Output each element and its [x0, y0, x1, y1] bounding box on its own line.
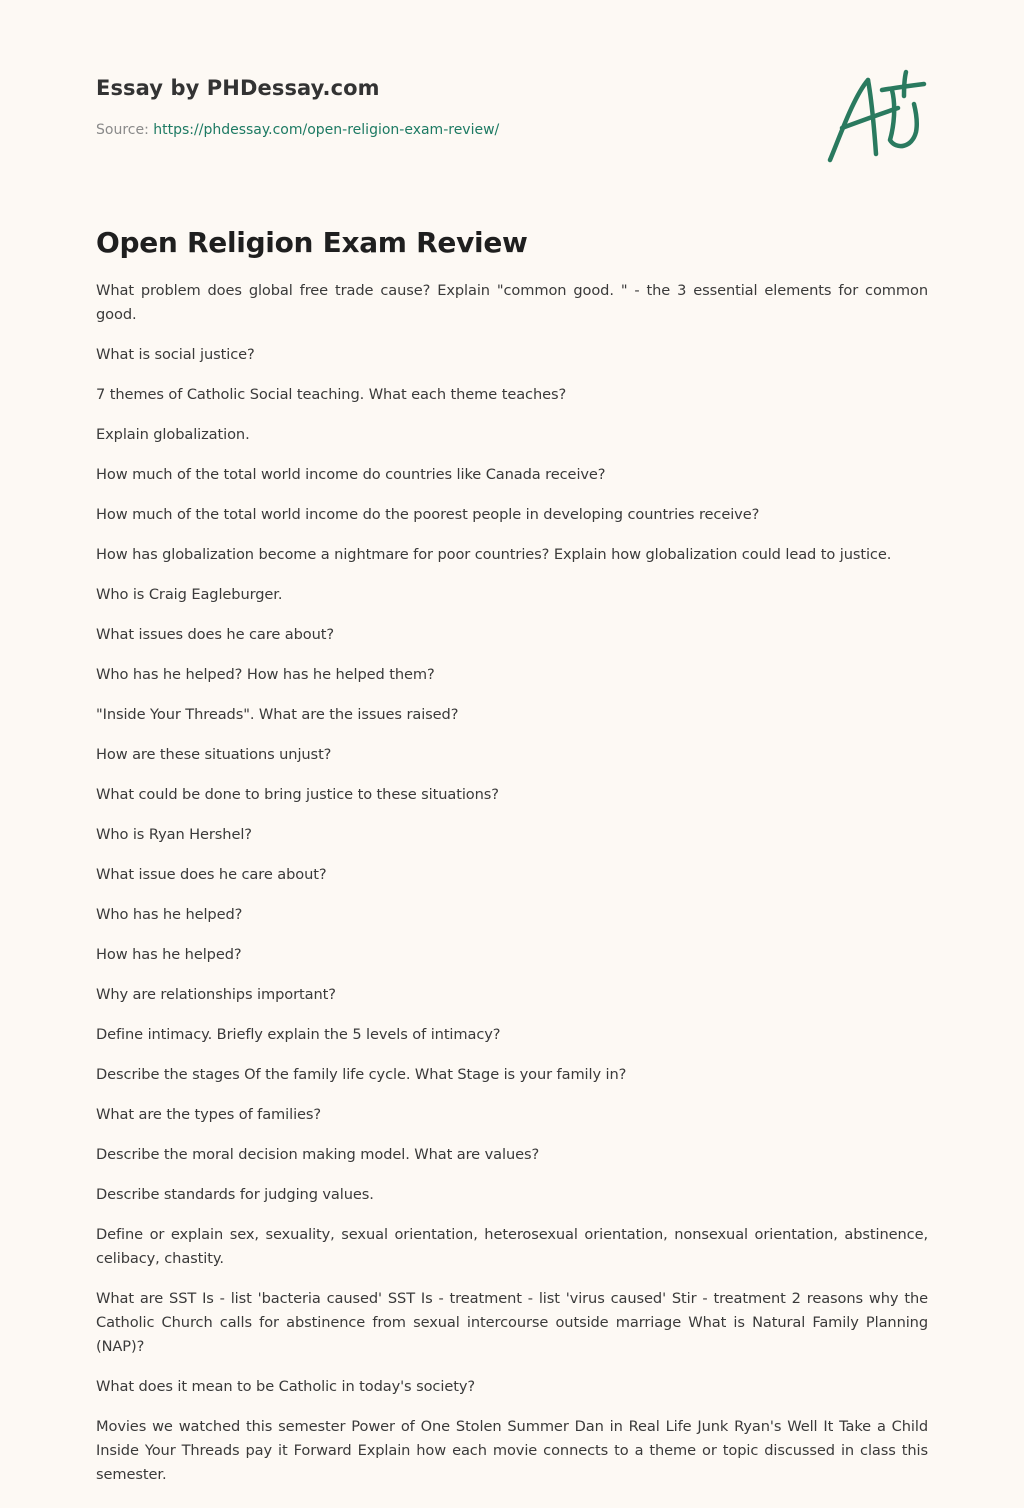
source-label: Source: [96, 122, 149, 138]
source-line [96, 122, 928, 138]
question-paragraph: What are the types of families? [96, 1106, 322, 1123]
question-paragraph: 7 themes of Catholic Social teaching. What each theme teaches? [96, 386, 567, 403]
question-paragraph: "Inside Your Threads". What are the issues raised? [96, 706, 459, 723]
question-paragraph: Explain globalization. [96, 426, 250, 443]
question-paragraph: Who is Craig Eagleburger. [96, 586, 283, 603]
question-paragraph: What issues does he care about? [96, 626, 335, 643]
question-paragraph: Define intimacy. Briefly explain the 5 levels of intimacy? [96, 1026, 501, 1043]
question-paragraph: Who has he helped? How has he helped them? [96, 666, 435, 683]
question-paragraph: What problem does global free trade cause? Explain "common good. " - the 3 essential elements for common good. [96, 282, 928, 323]
question-paragraph: How much of the total world income do countries like Canada receive? [96, 466, 606, 483]
site-title: Essay by PHDessay.com [96, 76, 380, 100]
question-paragraph: How much of the total world income do the poorest people in developing countries receive? [96, 506, 760, 523]
question-paragraph: What issue does he care about? [96, 866, 327, 883]
question-paragraph: Define or explain sex, sexuality, sexual orientation, heterosexual orientation, nonsexual orientation, abstinence, celibacy, chastity. [96, 1226, 928, 1267]
paragraph-list [96, 279, 928, 1487]
a-plus-logo-icon [820, 66, 930, 166]
question-paragraph: What could be done to bring justice to these situations? [96, 786, 499, 803]
question-paragraph: How are these situations unjust? [96, 746, 332, 763]
source-link[interactable]: https://phdessay.com/open-religion-exam-review/ [153, 122, 500, 138]
question-paragraph: Why are relationships important? [96, 986, 336, 1003]
page-header [96, 76, 928, 138]
question-paragraph: What is social justice? [96, 346, 255, 363]
question-paragraph: What does it mean to be Catholic in today's society? [96, 1378, 475, 1395]
page-title: Open Religion Exam Review [96, 226, 528, 259]
question-paragraph: Who is Ryan Hershel? [96, 826, 252, 843]
question-paragraph: Movies we watched this semester Power of One Stolen Summer Dan in Real Life Junk Ryan's Well It Take a Child Inside Your Threads pay it Forward Explain how each movie connects to a theme or topic discussed in class this semester. [96, 1418, 928, 1483]
question-paragraph: Describe standards for judging values. [96, 1186, 374, 1203]
question-paragraph: Who has he helped? [96, 906, 243, 923]
document-body [96, 226, 928, 1503]
question-paragraph: How has he helped? [96, 946, 242, 963]
question-paragraph: Describe the stages Of the family life cycle. What Stage is your family in? [96, 1066, 627, 1083]
question-paragraph: Describe the moral decision making model. What are values? [96, 1146, 540, 1163]
question-paragraph: What are SST Is - list 'bacteria caused' SST Is - treatment - list 'virus caused' Stir - treatment 2 reasons why the Catholic Church calls for abstinence from sexual intercourse outside marriage What is Natural Family Planning (NAP)? [96, 1290, 928, 1355]
question-paragraph: How has globalization become a nightmare for poor countries? Explain how globalization could lead to justice. [96, 546, 892, 563]
